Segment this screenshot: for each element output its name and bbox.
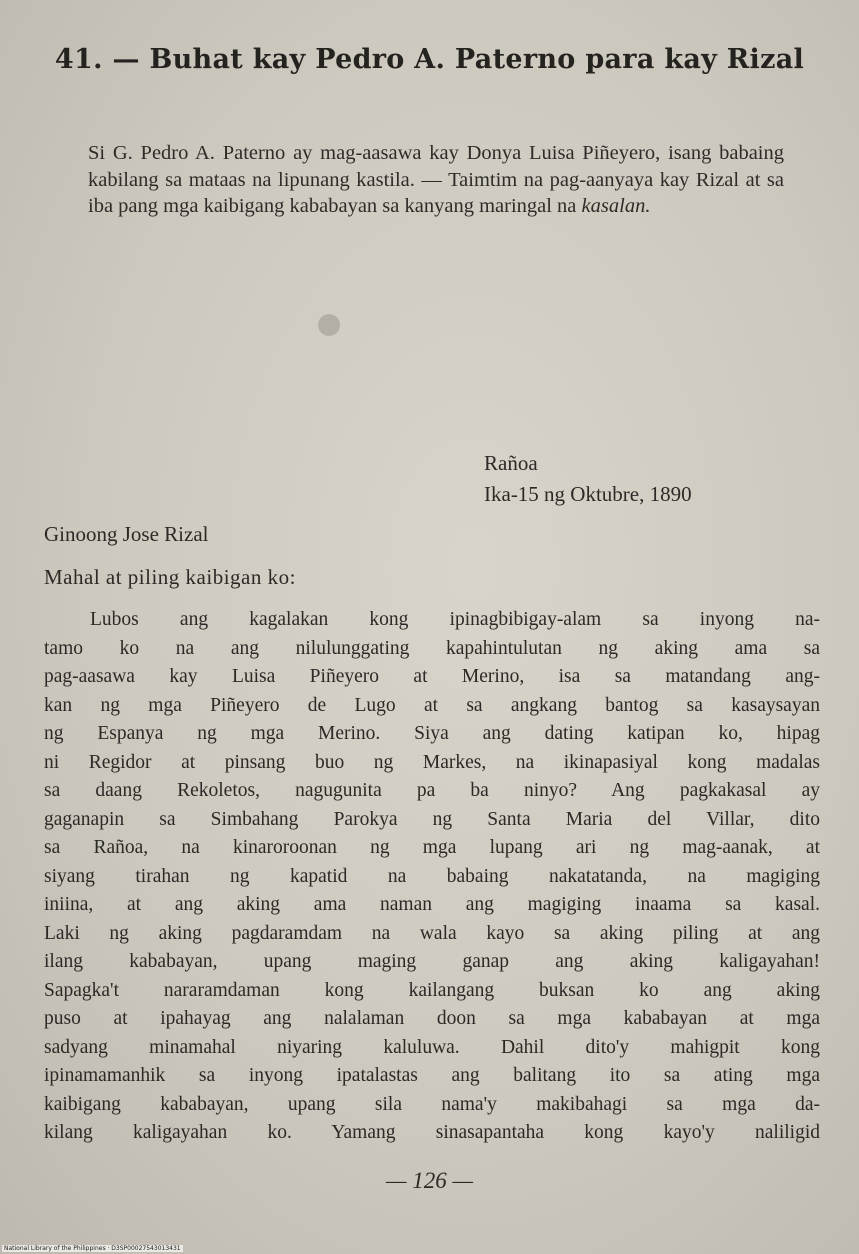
footer-credit: National Library of the Philippines · D3SP00027543013431 — [4, 1245, 181, 1252]
body-line: sa daang Rekoletos, nagugunita pa ba ninyo? Ang pagkakasal ay — [44, 780, 820, 801]
letter-summary — [88, 140, 784, 220]
body-line: kaibigang kababayan, upang sila nama'y makibahagi sa mga da- — [44, 1093, 820, 1115]
summary-text-italic: kasalan. — [581, 195, 651, 217]
letter-title: 41. — Buhat kay Pedro A. Paterno para kay Rizal — [54, 44, 805, 75]
letter-addressee: Ginoong Jose Rizal — [44, 522, 209, 546]
body-line: ni Regidor at pinsang buo ng Markes, na ikinapasiyal kong madalas — [44, 751, 820, 773]
body-line: ilang kababayan, upang maging ganap ang aking kaligayahan! — [44, 951, 820, 972]
page-number: — 126 — — [386, 1168, 473, 1193]
body-line: tamo ko na ang nilulunggating kapahintulutan ng aking ama sa — [44, 637, 820, 659]
body-line: siyang tirahan ng kapatid na babaing nakatatanda, na magiging — [44, 865, 820, 887]
summary-text: Si G. Pedro A. Paterno ay mag-aasawa kay Donya Luisa Piñeyero, isang babaing kabilang sa mataas na lipunang kastila. — Taimtim na pag-aanyaya kay Rizal at sa iba pang mga kaibigang kababayan sa kanyang maringal na — [88, 142, 784, 217]
body-line: kilang kaligayahan ko. Yamang sinasapantaha kong kayo'y naliligid — [44, 1122, 820, 1143]
body-line: iniina, at ang aking ama naman ang magiging inaama sa kasal. — [44, 894, 820, 915]
body-line: Sapagka't nararamdaman kong kailangang buksan ko ang aking — [44, 979, 820, 1001]
letter-place: Rañoa — [484, 451, 538, 475]
body-line: ng Espanya ng mga Merino. Siya ang dating katipan ko, hipag — [44, 723, 820, 744]
body-line: pag-aasawa kay Luisa Piñeyero at Merino, isa sa matandang ang- — [44, 666, 820, 687]
body-line: Laki ng aking pagdaramdam na wala kayo sa aking piling at ang — [44, 922, 820, 944]
body-line: sa Rañoa, na kinaroroonan ng mga lupang ari ng mag-aanak, at — [44, 837, 820, 858]
body-line: Lubos ang kagalakan kong ipinagbibigay-alam sa inyong na- — [90, 609, 820, 630]
ink-blot — [318, 314, 340, 336]
body-line: kan ng mga Piñeyero de Lugo at sa angkang bantog sa kasaysayan — [44, 694, 820, 716]
letter-salutation: Mahal at piling kaibigan ko: — [44, 565, 296, 589]
body-line: puso at ipahayag ang nalalaman doon sa mga kababayan at mga — [44, 1008, 820, 1029]
letter-body — [44, 606, 820, 1148]
body-line: sadyang minamahal niyaring kaluluwa. Dahil dito'y mahigpit kong — [44, 1036, 820, 1058]
body-line: gaganapin sa Simbahang Parokya ng Santa Maria del Villar, dito — [44, 808, 820, 830]
letter-date: Ika-15 ng Oktubre, 1890 — [484, 482, 692, 506]
body-line: ipinamamanhik sa inyong ipatalastas ang balitang ito sa ating mga — [44, 1065, 820, 1086]
